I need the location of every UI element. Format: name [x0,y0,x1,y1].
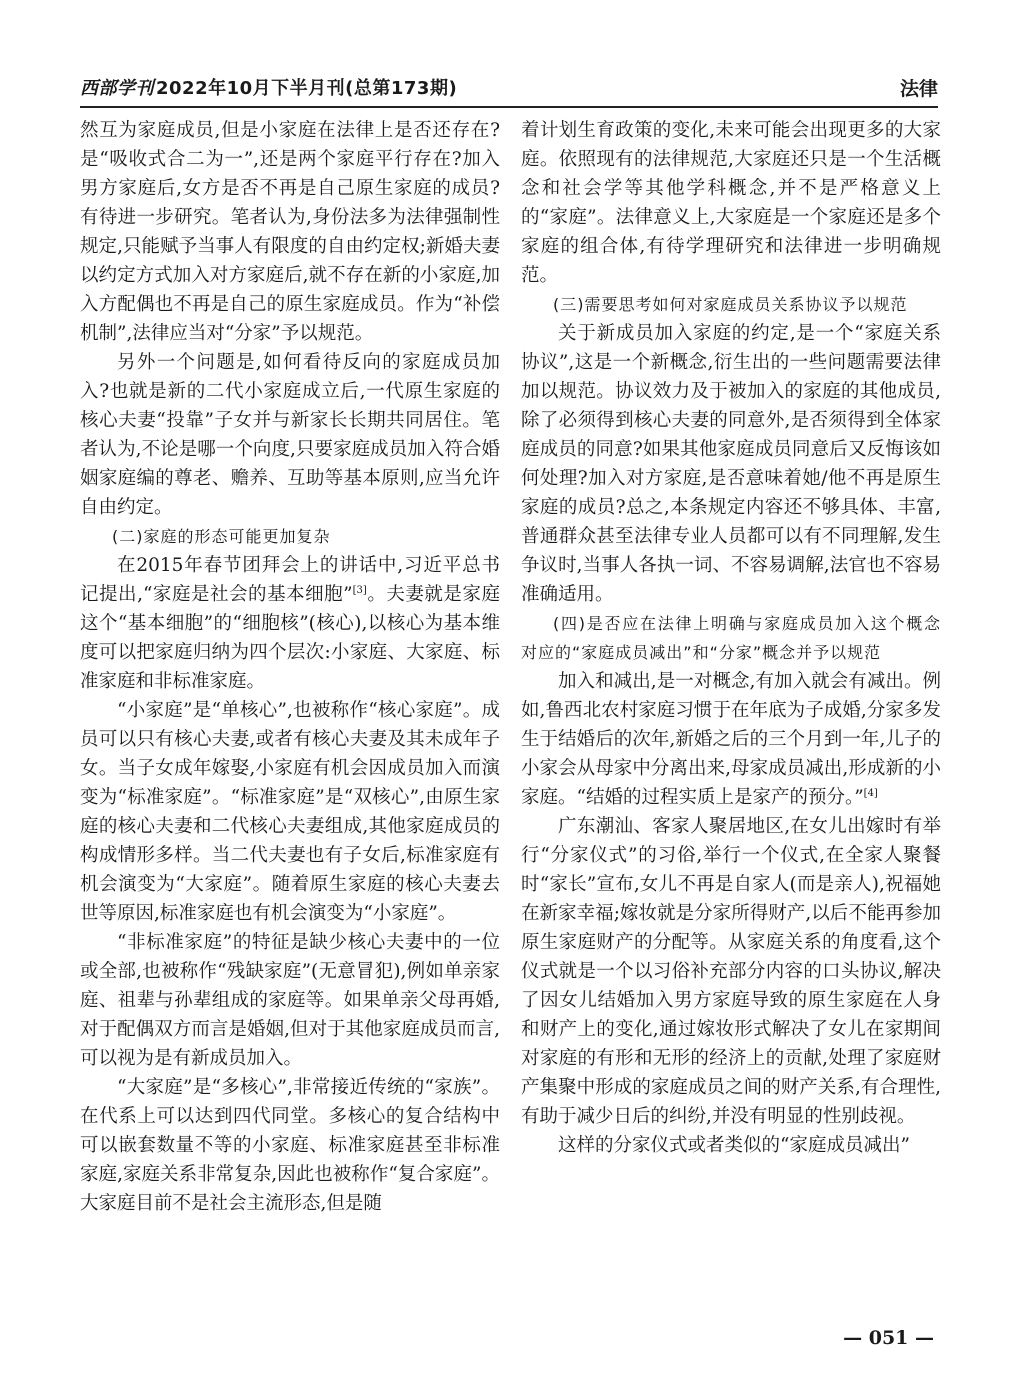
paragraph [80,696,500,928]
issue-info: 2022年10月下半月刊(总第173期) [156,78,458,99]
paragraph-text-tail: 。夫妻就是家庭这个“基本细胞”的“细胞核”(核心),以核心为基本维度可以把家庭归纳为四个层次:小家庭、大家庭、标准家庭和非标准家庭。 [80,584,500,692]
right-column [521,116,941,1306]
paragraph-text: (三)需要思考如何对家庭成员关系协议予以规范 [553,295,908,314]
citation-marker: [3] [352,584,367,596]
paragraph-text: (四)是否应在法律上明确与家庭成员加入这个概念对应的“家庭成员减出”和“分家”概念并予以规范 [521,614,941,662]
section-title: 法律 [899,78,938,100]
citation-marker: [4] [863,787,878,799]
paragraph-text: 这样的分家仪式或者类似的“家庭成员减出” [558,1135,910,1156]
paragraph-text: 加入和减出,是一对概念,有加入就会有减出。例如,鲁西北农村家庭习惯于在年底为子成婚,分家多发生于结婚后的次年,新婚之后的三个月到一年,儿子的小家会从母家中分离出来,母家成员减出,形成新的小家庭。“结婚的过程实质上是家产的预分。” [521,671,941,808]
journal-name: 西部学刊 [80,78,154,99]
journal-issue-line [80,74,457,100]
paragraph-text: (二)家庭的形态可能更加复杂 [112,527,331,546]
paragraph [80,348,500,522]
paragraph [521,812,941,1131]
paragraph-text: 关于新成员加入家庭的约定,是一个“家庭关系协议”,这是一个新概念,衍生出的一些问题需要法律加以规范。协议效力及于被加入的家庭的其他成员,除了必须得到核心夫妻的同意外,是否须得到全体家庭成员的同意?如果其他家庭成员同意后又反悔该如何处理?加入对方家庭,是否意味着她/他不再是原生家庭的成员?总之,本条规定内容还不够具体、丰富,普通群众甚至法律专业人员都可以有不同理解,发生争议时,当事人各执一词、不容易调解,法官也不容易准确适用。 [521,323,941,605]
section-heading [521,609,941,667]
paragraph-text: 着计划生育政策的变化,未来可能会出现更多的大家庭。依照现有的法律规范,大家庭还只是一个生活概念和社会学等其他学科概念,并不是严格意义上的“家庭”。法律意义上,大家庭是一个家庭还是多个家庭的组合体,有待学理研究和法律进一步明确规范。 [521,120,941,286]
paragraph [521,116,941,290]
paragraph-text: 另外一个问题是,如何看待反向的家庭成员加入?也就是新的二代小家庭成立后,一代原生家庭的核心夫妻“投靠”子女并与新家长长期共同居住。笔者认为,不论是哪一个向度,只要家庭成员加入符合婚姻家庭编的尊老、赡养、互助等基本原则,应当允许自由约定。 [80,352,500,518]
page-header [80,66,938,108]
paragraph-text: “非标准家庭”的特征是缺少核心夫妻中的一位或全部,也被称作“残缺家庭”(无意冒犯),例如单亲家庭、祖辈与孙辈组成的家庭等。如果单亲父母再婚,对于配偶双方而言是婚姻,但对于其他家庭成员而言,可以视为是有新成员加入。 [80,932,500,1069]
section-heading [80,522,500,551]
paragraph [80,1073,500,1218]
paragraph-text: “小家庭”是“单核心”,也被称作“核心家庭”。成员可以只有核心夫妻,或者有核心夫妻及其未成年子女。当子女成年嫁娶,小家庭有机会因成员加入而演变为“标准家庭”。“标准家庭”是“双核心”,由原生家庭的核心夫妻和二代核心夫妻组成,其他家庭成员的构成情形多样。当二代夫妻也有子女后,标准家庭有机会演变为“大家庭”。随着原生家庭的核心夫妻去世等原因,标准家庭也有机会演变为“小家庭”。 [80,700,500,924]
page-number: — 051 — [843,1327,934,1349]
section-heading [521,290,941,319]
paragraph-text: 在2015年春节团拜会上的讲话中,习近平总书记提出,“家庭是社会的基本细胞” [80,555,500,605]
paragraph [521,667,941,812]
paragraph-text: 广东潮汕、客家人聚居地区,在女儿出嫁时有举行“分家仪式”的习俗,举行一个仪式,在全家人聚餐时“家长”宣布,女儿不再是自家人(而是亲人),祝福她在新家幸福;嫁妆就是分家所得财产,以后不能再参加原生家庭财产的分配等。从家庭关系的角度看,这个仪式就是一个以习俗补充部分内容的口头协议,解决了因女儿结婚加入男方家庭导致的原生家庭在人身和财产上的变化,通过嫁妆形式解决了女儿在家期间对家庭的有形和无形的经济上的贡献,处理了家庭财产集聚中形成的家庭成员之间的财产关系,有合理性,有助于减少日后的纠纷,并没有明显的性别歧视。 [521,816,941,1127]
paragraph [521,319,941,609]
paragraph [80,551,500,696]
paragraph-text: 然互为家庭成员,但是小家庭在法律上是否还存在?是“吸收式合二为一”,还是两个家庭平行存在?加入男方家庭后,女方是否不再是自己原生家庭的成员?有待进一步研究。笔者认为,身份法多为法律强制性规定,只能赋予当事人有限度的自由约定权;新婚夫妻以约定方式加入对方家庭后,就不存在新的小家庭,加入方配偶也不再是自己的原生家庭成员。作为“补偿机制”,法律应当对“分家”予以规范。 [80,120,500,344]
paragraph-text: “大家庭”是“多核心”,非常接近传统的“家族”。在代系上可以达到四代同堂。多核心的复合结构中可以嵌套数量不等的小家庭、标准家庭甚至非标准家庭,家庭关系非常复杂,因此也被称作“复合家庭”。大家庭目前不是社会主流形态,但是随 [80,1077,500,1214]
paragraph [521,1131,941,1160]
paragraph [80,928,500,1073]
paragraph [80,116,500,348]
left-column [80,116,500,1306]
